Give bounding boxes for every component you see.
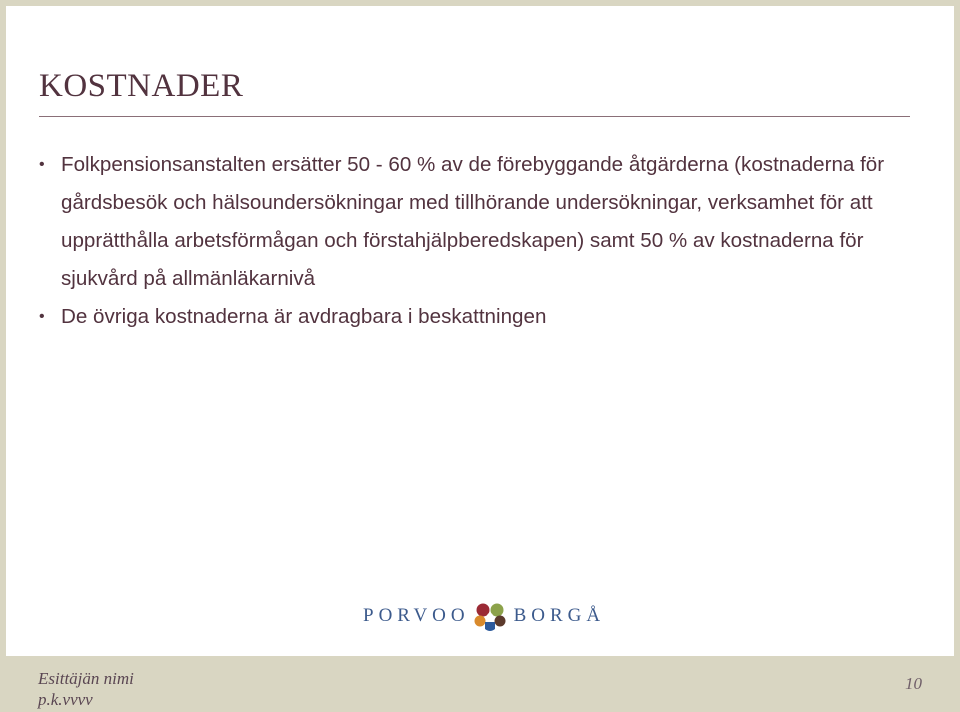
title-divider <box>39 116 910 117</box>
bullet-item: • De övriga kostnaderna är avdragbara i beskattningen <box>36 298 916 336</box>
bullet-list <box>36 146 916 336</box>
slide <box>6 6 954 656</box>
presenter-name: Esittäjän nimi <box>38 669 134 688</box>
logo-word-porvoo: PORVOO <box>363 605 470 626</box>
footer-presenter-block <box>38 668 134 710</box>
porvoo-borga-logo <box>363 596 605 636</box>
presentation-date: p.k.vvvv <box>38 690 93 709</box>
bullet-item: • Folkpensionsanstalten ersätter 50 - 60 % av de förebyggande åtgärderna (kostnaderna för gårdsbesök och hälsoundersökningar med tillhörande undersökningar, verksamhet för att upprätthålla arbetsförmågan och förstahjälpberedskapen) samt 50 % av kostnaderna för sjukvård på allmänläkarnivå <box>36 146 916 298</box>
petal-orange <box>474 616 485 627</box>
page-number: 10 <box>905 674 922 693</box>
crest-shield <box>485 622 495 631</box>
emblem-center <box>487 613 493 619</box>
logo-word-borga: BORGÅ <box>513 605 606 626</box>
slide-title: KOSTNADER <box>39 68 244 104</box>
flower-emblem-icon <box>472 598 508 634</box>
petal-brown <box>494 616 505 627</box>
